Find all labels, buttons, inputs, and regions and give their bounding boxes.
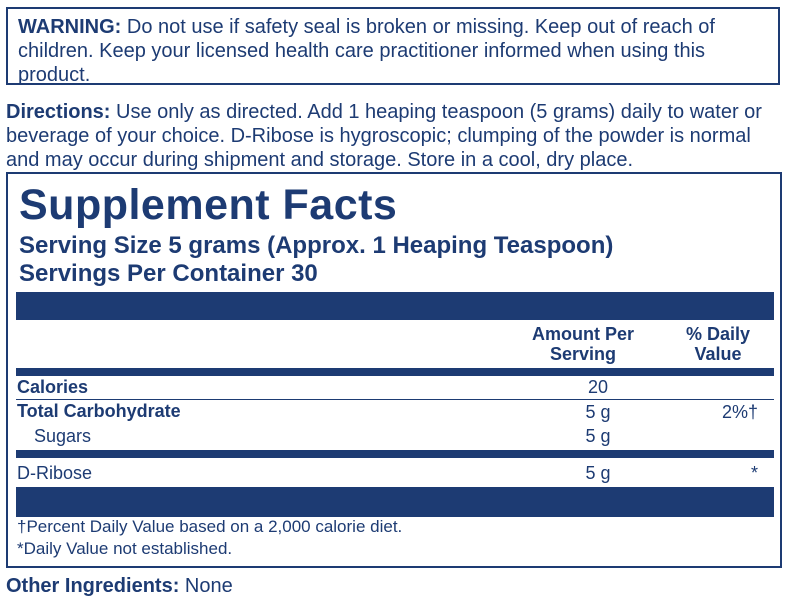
supplement-facts-panel	[6, 172, 782, 568]
amount-header-line1: Amount Per	[531, 324, 634, 344]
directions	[6, 100, 782, 172]
dv-header-line2: Value	[694, 344, 742, 364]
divider-bar-1	[16, 368, 774, 376]
row-label-calories: Calories	[17, 377, 89, 397]
footnote-percent-daily-value: †Percent Daily Value based on a 2,000 calorie diet.	[17, 517, 403, 536]
row-label-d-ribose: D-Ribose	[17, 463, 93, 483]
divider-bar-2	[16, 450, 774, 458]
header-bar	[16, 292, 774, 320]
row-amount-calories: 20	[587, 377, 609, 397]
footnote-not-established: *Daily Value not established.	[17, 539, 233, 558]
row-label-total-carbohydrate: Total Carbohydrate	[17, 401, 181, 421]
serving-info	[19, 232, 613, 288]
row-amount-d-ribose: 5 g	[585, 463, 611, 483]
other-ingredients-label: Other Ingredients:	[6, 575, 180, 597]
row-dv-d-ribose: *	[750, 463, 758, 483]
servings-per-container: Servings Per Container 30	[19, 260, 318, 287]
dv-header-line1: % Daily	[685, 324, 751, 344]
facts-title: Supplement Facts	[19, 181, 398, 229]
warning-label: WARNING:	[18, 16, 122, 38]
directions-text: Use only as directed. Add 1 heaping teaspoon (5 grams) daily to water or beverage of your choice. D-Ribose is hygroscopic; clumping of the powder is normal and may occur during shipment and storage. Store in a cool, dry place.	[6, 101, 762, 171]
amount-header-line2: Serving	[549, 344, 617, 364]
other-ingredients-text: None	[179, 575, 233, 597]
amount-per-serving-header	[518, 324, 648, 364]
serving-size: Serving Size 5 grams (Approx. 1 Heaping Teaspoon)	[19, 232, 614, 259]
row-amount-total-carbohydrate: 5 g	[585, 402, 611, 422]
directions-label: Directions:	[6, 101, 111, 123]
row-label-sugars: Sugars	[34, 426, 92, 446]
other-ingredients	[6, 574, 233, 598]
daily-value-header	[673, 324, 763, 364]
warning-box	[6, 7, 780, 85]
warning-text: Do not use if safety seal is broken or missing. Keep out of reach of children. Keep your licensed health care practitioner informed when using this product.	[18, 16, 715, 86]
row-amount-sugars: 5 g	[585, 426, 611, 446]
footer-bar	[16, 487, 774, 517]
row-dv-total-carbohydrate: 2%†	[721, 402, 758, 422]
